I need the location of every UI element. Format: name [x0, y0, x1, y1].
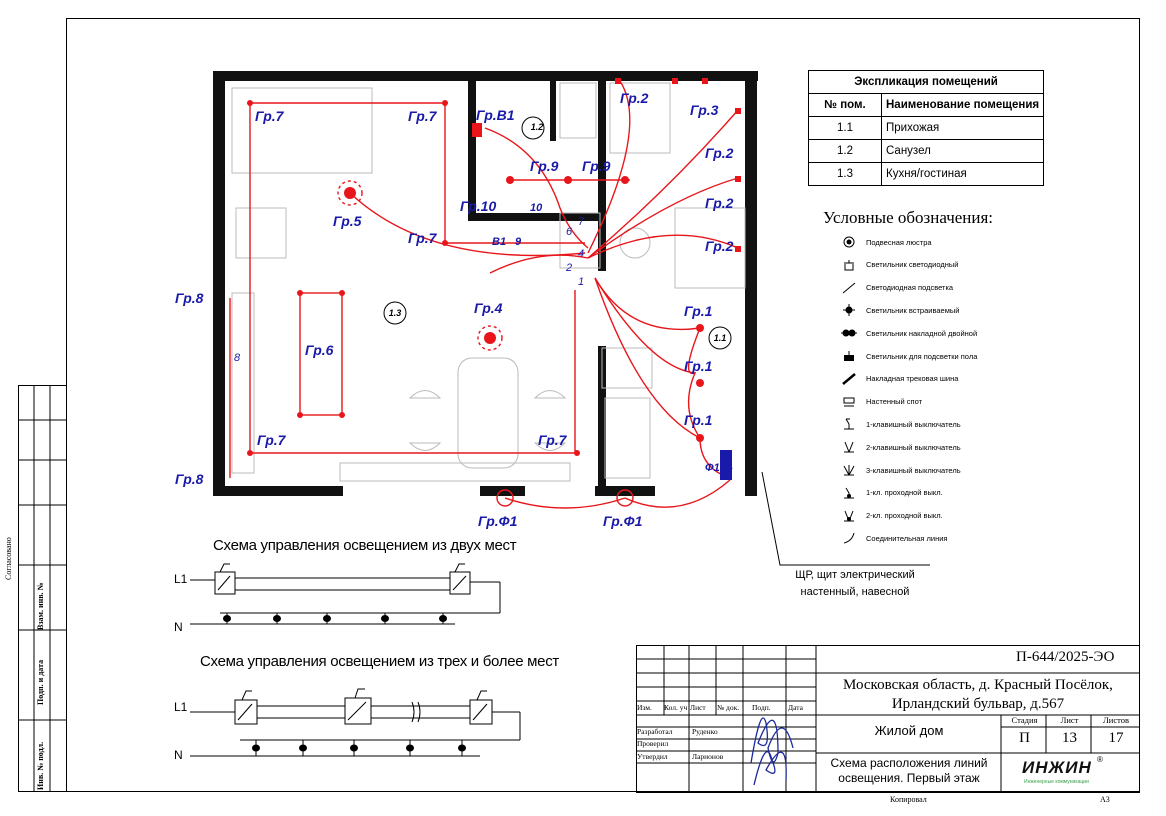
tb-list: Лист [690, 703, 706, 712]
label-g2-a: Гр.2 [620, 90, 649, 106]
lamp-symbol [350, 745, 358, 752]
legend-item [840, 531, 947, 545]
label-g7-e: Гр.7 [538, 432, 567, 448]
label-g7-d: Гр.7 [257, 432, 286, 448]
connection-line-icon [840, 532, 858, 544]
legend-item-label: Накладная трековая шина [866, 374, 959, 384]
tb-drawing-title [818, 756, 1000, 786]
legend-item-label: Светильник светодиодный [866, 260, 959, 270]
label-b1: В1 [492, 236, 507, 248]
logo-reg-mark: ® [1097, 755, 1103, 764]
lamp-symbol [323, 615, 331, 622]
scheme-two-title: Схема управления освещением из двух мест [213, 537, 517, 554]
label-n2: 2 [566, 262, 573, 274]
expl-row-2-no: 1.2 [809, 140, 882, 163]
tb-format: А3 [1100, 795, 1110, 804]
led-strip-icon [840, 282, 858, 294]
tb-sheets-total: 17 [1108, 730, 1124, 746]
label-g6: Гр.6 [305, 342, 334, 358]
label-g7-b: Гр.7 [408, 108, 437, 124]
tb-drawing-title-1: Схема расположения линий [830, 756, 988, 770]
label-n8: 8 [234, 352, 241, 364]
expl-row-2-name: Санузел [882, 140, 1044, 163]
label-n9: 9 [515, 236, 522, 248]
lamp-symbol [439, 615, 447, 622]
room-1-1: 1.1 [713, 333, 727, 343]
switch-2-icon [840, 441, 858, 453]
label-g9-a: Гр.9 [530, 158, 559, 174]
switch-1-icon [840, 418, 858, 430]
track-bus-icon [840, 373, 858, 385]
chandelier-icon [840, 236, 858, 248]
pass-switch-2-icon [840, 510, 858, 522]
legend-item [840, 303, 959, 317]
label-g8-a: Гр.8 [175, 290, 204, 306]
label-g3: Гр.3 [690, 102, 719, 118]
legend-item [840, 235, 932, 249]
side-vzam: Взам. инв. № [36, 582, 45, 630]
tb-sheets-label: Листов [1103, 715, 1129, 725]
tb-stage: П [1019, 730, 1030, 746]
tb-stage-label: Стадия [1011, 715, 1038, 725]
label-n4: 4 [578, 248, 585, 260]
explication-col-no: № пом. [809, 94, 882, 117]
recessed-light-icon [840, 304, 858, 316]
tb-kol: Кол. уч [664, 703, 688, 712]
company-logo: ИНЖИН [1022, 758, 1092, 777]
lamp-symbol [299, 745, 307, 752]
label-n10: 10 [530, 202, 543, 214]
legend-item-label: 1-клавишный выключатель [866, 419, 961, 429]
lamp-symbol [406, 745, 414, 752]
room-1-2: 1.2 [530, 122, 544, 132]
legend-item [840, 440, 961, 454]
tb-copied: Копировал [890, 795, 927, 804]
panel-note-line2: настенный, навесной [800, 586, 910, 598]
label-f1-n: 1 [727, 460, 734, 472]
legend-title: Условные обозначения: [823, 208, 994, 227]
side-inv: Инв. № подл. [36, 741, 45, 790]
double-surface-light-icon [840, 327, 858, 339]
tb-drawing-title-2: освещения. Первый этаж [838, 771, 980, 785]
scheme-three-n: N [174, 748, 183, 762]
legend-item-label: Светильник встраиваемый [866, 305, 960, 315]
legend-item-label: 2-кл. проходной выкл. [866, 511, 943, 521]
lamp-symbol [223, 615, 231, 622]
legend-item [840, 463, 961, 477]
label-gb1: Гр.В1 [476, 107, 515, 123]
legend-item-label: 1-кл. проходной выкл. [866, 488, 943, 498]
label-g2-d: Гр.2 [705, 238, 734, 254]
legend-item-label: Светильник для подсветки пола [866, 351, 978, 361]
side-podp: Подп. и дата [36, 659, 45, 705]
wiring-lines [230, 81, 738, 508]
label-g1-a: Гр.1 [684, 303, 713, 319]
lamp-symbol [252, 745, 260, 752]
label-n6: 6 [566, 226, 573, 238]
label-g2-b: Гр.2 [705, 145, 734, 161]
legend-item [840, 486, 943, 500]
legend-item [840, 326, 977, 340]
label-f1: Ф1 [705, 462, 720, 474]
tb-role-2: Проверил [637, 739, 669, 748]
legend-item [840, 509, 943, 523]
label-g1-c: Гр.1 [684, 412, 713, 428]
legend-item-label: Подвесная люстра [866, 237, 932, 247]
tb-ndok: № док. [717, 703, 740, 712]
scheme-three-title: Схема управления освещением из трех и более мест [200, 653, 559, 670]
expl-row-1-no: 1.1 [809, 117, 882, 140]
label-gf1-a: Гр.Ф1 [478, 513, 518, 529]
panel-note [780, 567, 930, 601]
wall-spot-icon [840, 396, 858, 408]
legend-item-label: Настенный спот [866, 397, 923, 407]
scheme-three-diagram [190, 680, 530, 770]
pass-switch-1-icon [840, 487, 858, 499]
label-g9-b: Гр.9 [582, 158, 611, 174]
side-soglas: Согласовано [4, 537, 13, 580]
tb-name-3: Ларионов [692, 752, 724, 761]
legend-item [840, 349, 977, 363]
legend-item [840, 395, 922, 409]
label-n7: 7 [578, 216, 585, 228]
led-lamp-icon [840, 259, 858, 271]
label-n1: 1 [578, 276, 585, 288]
label-g4: Гр.4 [474, 300, 503, 316]
lamp-symbol [458, 745, 466, 752]
room-1-3: 1.3 [388, 308, 402, 318]
panel-note-line1: ЩР, щит электрический [795, 569, 915, 581]
label-g8-b: Гр.8 [175, 471, 204, 487]
tb-data: Дата [788, 703, 803, 712]
label-gf1-b: Гр.Ф1 [603, 513, 643, 529]
tb-sheet-no: 13 [1062, 730, 1077, 746]
expl-row-3-name: Кухня/гостиная [882, 163, 1044, 186]
lamp-symbol [381, 615, 389, 622]
label-g7-a: Гр.7 [255, 108, 284, 124]
tb-code: П-644/2025-ЭО [1016, 649, 1115, 665]
label-g2-c: Гр.2 [705, 195, 734, 211]
fixtures [247, 78, 741, 456]
legend-item [840, 372, 958, 386]
legend-item-label: Соединительная линия [866, 533, 948, 543]
legend-item-label: Светодиодная подсветка [866, 283, 954, 293]
scheme-two-l1: L1 [174, 572, 188, 586]
tb-role-1: Разработал [637, 727, 673, 736]
scheme-three-l1: L1 [174, 700, 188, 714]
company-logo-sub: Инженерные коммуникации [1024, 779, 1089, 785]
walls [213, 71, 758, 496]
legend-item-label: Светильник накладной двойной [866, 328, 978, 338]
floor-light-icon [840, 350, 858, 362]
tb-address-line1: Московская область, д. Красный Посёлок, [843, 677, 1113, 693]
tb-address-line2: Ирландский бульвар, д.567 [891, 696, 1065, 712]
legend-item [840, 258, 958, 272]
legend-item [840, 417, 961, 431]
label-g5: Гр.5 [333, 213, 362, 229]
label-g10: Гр.10 [460, 198, 497, 214]
expl-row-3-no: 1.3 [809, 163, 882, 186]
explication-col-name: Наименование помещения [882, 94, 1044, 117]
explication-table [808, 70, 1044, 186]
scheme-two-diagram [190, 560, 510, 640]
tb-podp: Подп. [752, 703, 771, 712]
tb-address [818, 676, 1138, 714]
switch-3-icon [840, 464, 858, 476]
tb-name-1: Руденко [692, 727, 718, 736]
tb-object: Жилой дом [874, 723, 944, 738]
lamp-symbol [273, 615, 281, 622]
expl-row-1-name: Прихожая [882, 117, 1044, 140]
tb-sheet-label: Лист [1060, 715, 1079, 725]
legend-item-label: 2-клавишный выключатель [866, 442, 961, 452]
explication-title: Экспликация помещений [809, 71, 1044, 94]
legend-item [840, 281, 953, 295]
legend-item-label: 3-клавишный выключатель [866, 465, 961, 475]
scheme-two-n: N [174, 620, 183, 634]
label-g1-b: Гр.1 [684, 358, 713, 374]
tb-izm: Изм. [637, 703, 652, 712]
label-g7-c: Гр.7 [408, 230, 437, 246]
tb-role-3: Утвердил [637, 752, 668, 761]
